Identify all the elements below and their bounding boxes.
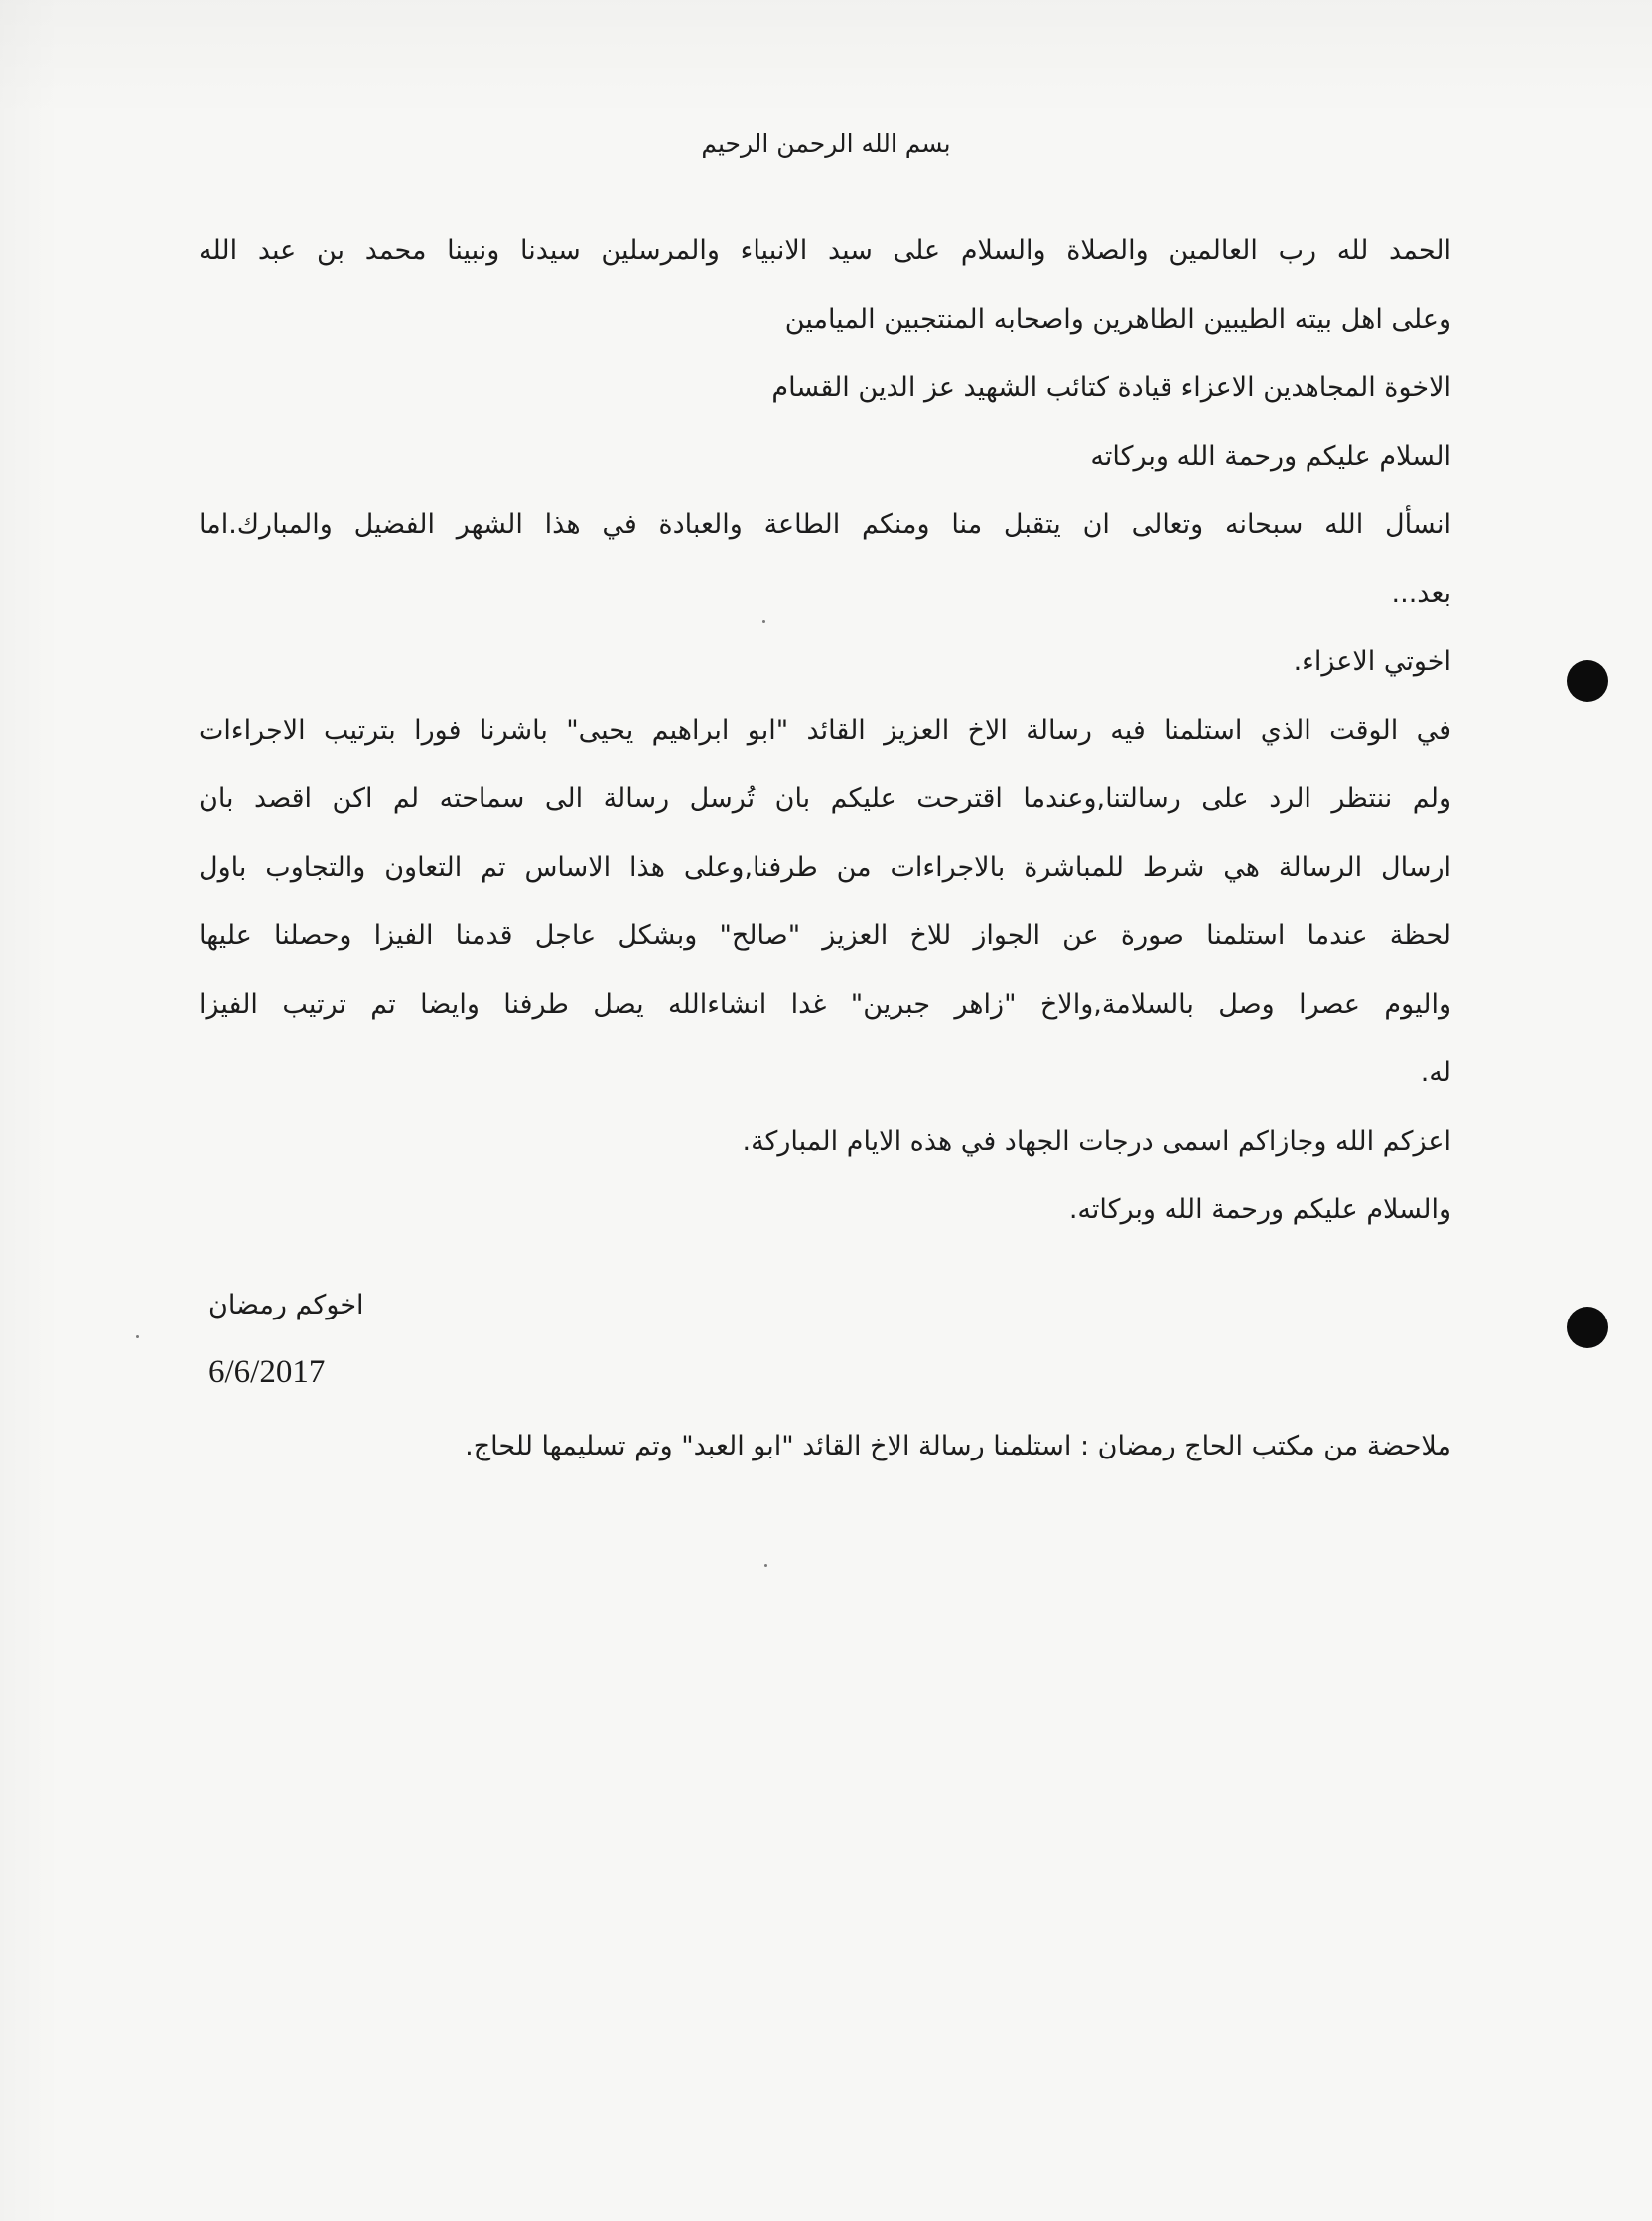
letter-line-1: الحمد لله رب العالمين والصلاة والسلام على سيد الانبياء والمرسلين سيدنا ونبينا محمد بن عبد الله xyxy=(199,235,1451,266)
letter-line-14: اعزكم الله وجازاكم اسمى درجات الجهاد في هذه الايام المباركة. xyxy=(742,1126,1451,1157)
punch-hole-upper xyxy=(1567,660,1608,702)
letter-line-13: له. xyxy=(1420,1057,1451,1088)
letter-line-4: السلام عليكم ورحمة الله وبركاته xyxy=(1090,441,1451,472)
letter-line-7: اخوتي الاعزاء. xyxy=(1293,646,1451,677)
letter-body xyxy=(199,216,1451,1244)
letter-line-6: بعد... xyxy=(1391,578,1451,609)
office-note: ملاحضة من مكتب الحاج رمضان : استلمنا رسالة الاخ القائد "ابو العبد" وتم تسليمها للحاج. xyxy=(465,1431,1451,1461)
punch-hole-lower xyxy=(1567,1307,1608,1348)
letter-line-5: انسأل الله سبحانه وتعالى ان يتقبل منا ومنكم الطاعة والعبادة في هذا الشهر الفضيل والمبارك.اما xyxy=(199,509,1451,540)
scan-speck xyxy=(136,1335,139,1338)
letter-line-2: وعلى اهل بيته الطيبين الطاهرين واصحابه المنتجبين الميامين xyxy=(784,304,1451,335)
letter-line-15: والسلام عليكم ورحمة الله وبركاته. xyxy=(1068,1194,1451,1225)
basmala-heading: بسم الله الرحمن الرحيم xyxy=(701,129,951,158)
letter-line-8: في الوقت الذي استلمنا فيه رسالة الاخ العزيز القائد "ابو ابراهيم يحيى" باشرنا فورا بترتيب الاجراءات xyxy=(199,715,1451,746)
signature: اخوكم رمضان xyxy=(208,1290,364,1320)
letter-line-3: الاخوة المجاهدين الاعزاء قيادة كتائب الشهيد عز الدين القسام xyxy=(771,372,1451,403)
scan-speck xyxy=(762,620,765,623)
letter-line-10: ارسال الرسالة هي شرط للمباشرة بالاجراءات من طرفنا,وعلى هذا الاساس تم التعاون والتجاوب باول xyxy=(199,852,1451,883)
letter-line-12: واليوم عصرا وصل بالسلامة,والاخ "زاهر جبرين" غدا انشاءالله يصل طرفنا وايضا تم ترتيب الفيزا xyxy=(199,989,1451,1020)
letter-line-11: لحظة عندما استلمنا صورة عن الجواز للاخ العزيز "صالح" وبشكل عاجل قدمنا الفيزا وحصلنا عليها xyxy=(199,920,1451,951)
letter-line-9: ولم ننتظر الرد على رسالتنا,وعندما اقترحت عليكم بان تُرسل رسالة الى سماحته لم اكن اقصد بان xyxy=(199,783,1451,814)
scan-speck xyxy=(764,1564,767,1567)
letter-date: 6/6/2017 xyxy=(208,1354,326,1390)
